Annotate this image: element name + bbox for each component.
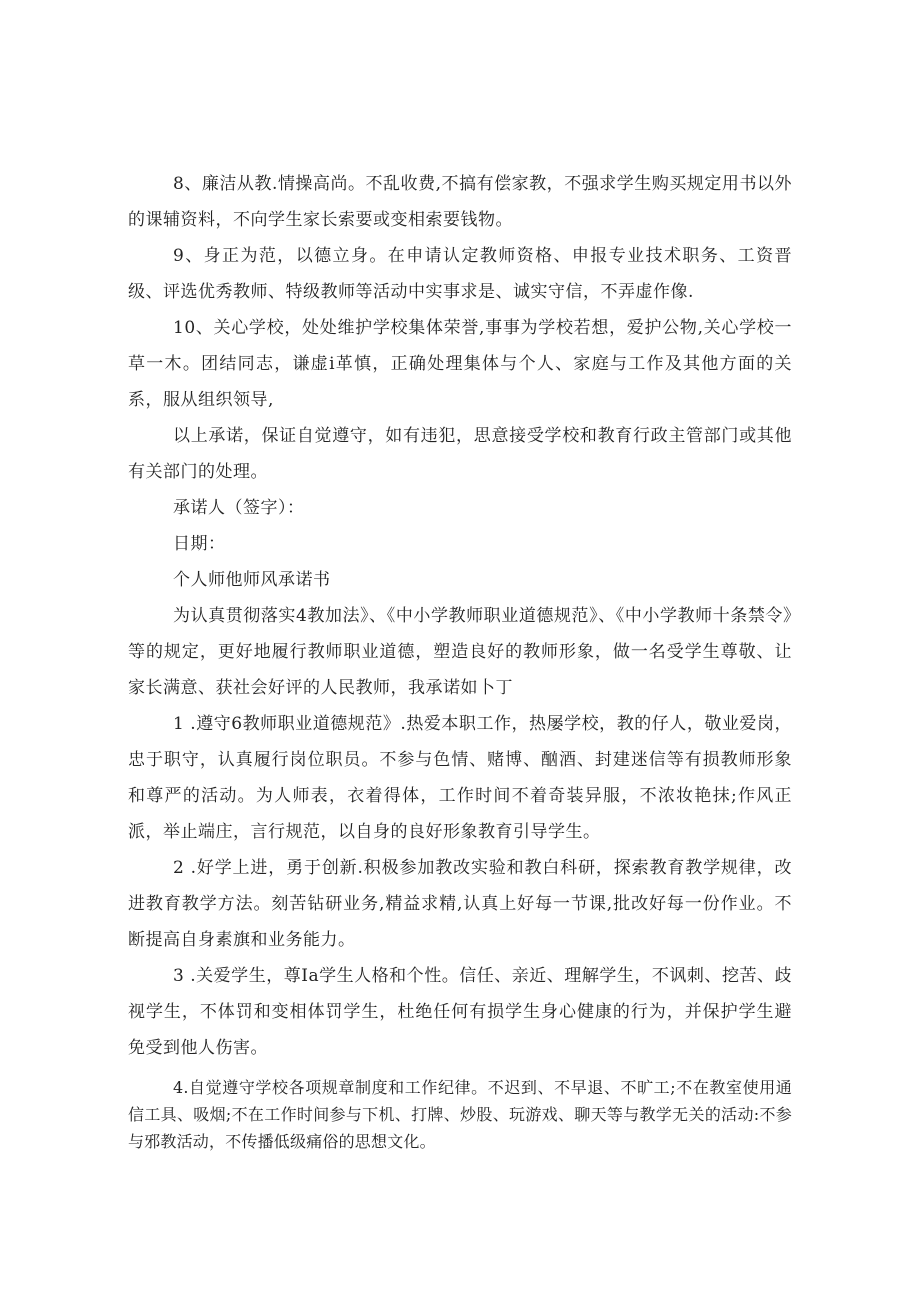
document-body	[128, 166, 792, 1155]
date-line: 日期：	[173, 534, 226, 554]
paragraph-item-9: 9、身正为范，以德立身。在申请认定教师资格、申报专业技术职务、工资晋级、评选优秀教师、特级教师等活动中实事求是、诚实守信，不弄虚作像.	[128, 246, 792, 302]
paragraph-commitment-statement: 以上承诺，保证自觉遵守，如有违犯，思意接受学校和教育行政主管部门或其他有关部门的处理。	[128, 426, 792, 482]
paragraph-pledge-2: 2 .好学上进，勇于创新.积极参加教改实验和教白科研，探索教育教学规律，改进教育教学方法。刻苦钻研业务,精益求精,认真上好每一节课,批改好每一份作业。不断提高自身素旗和业务能力。	[128, 858, 792, 950]
paragraph-intro: 为认真贯彻落实4教加法》、《中小学教师职业道德规范》、《中小学教师十条禁令》等的规定，更好地履行教师职业道德，塑造良好的教师形象，做一名受学生尊敬、让家长满意、获社会好评的人民教师，我承诺如卜丁	[128, 606, 792, 698]
paragraph-item-8: 8、廉洁从教.情操高尚。不乱收费,不搞有偿家教，不强求学生购买规定用书以外的课辅资料，不向学生家长索要或变相索要钱物。	[128, 174, 792, 230]
signature-line: 承诺人（签字）：	[173, 498, 305, 518]
paragraph-pledge-3: 3 .关爱学生，尊Ia学生人格和个性。信任、亲近、理解学生，不讽刺、挖苦、歧视学生，不体罚和变相体罚学生，杜绝任何有损学生身心健康的行为，并保护学生避免受到他人伤害。	[128, 966, 792, 1058]
paragraph-item-10: 10、关心学校，处处维护学校集体荣誉,事事为学校若想，爱护公物,关心学校一草一木。团结同志，谦虚i革慎，正确处理集体与个人、家庭与工作及其他方面的关系，服从组织领导,	[128, 318, 792, 410]
paragraph-pledge-1: 1 .遵守6教师职业道德规范》.热爱本职工作，热屡学校，教的仔人，敬业爱岗，忠于职守，认真履行岗位职员。不参与色情、赌博、酗酒、封建迷信等有损教师形象和尊严的活动。为人师表，衣着得体，工作时间不着奇装异服，不浓妆艳抹;作风正派，举止端庄，言行规范，以自身的良好形象教育引导学生。	[128, 714, 792, 842]
paragraph-pledge-4: 4.自觉遵守学校各项规章制度和工作纪律。不迟到、不早退、不旷工;不在教室使用通信工具、吸烟;不在工作时间参与下机、打牌、炒股、玩游戏、聊天等与教学无关的活动:不参与邪教活动，不传播低级痛俗的思想文化。	[128, 1078, 792, 1151]
section-title: 个人师他师风承诺书	[173, 570, 331, 590]
